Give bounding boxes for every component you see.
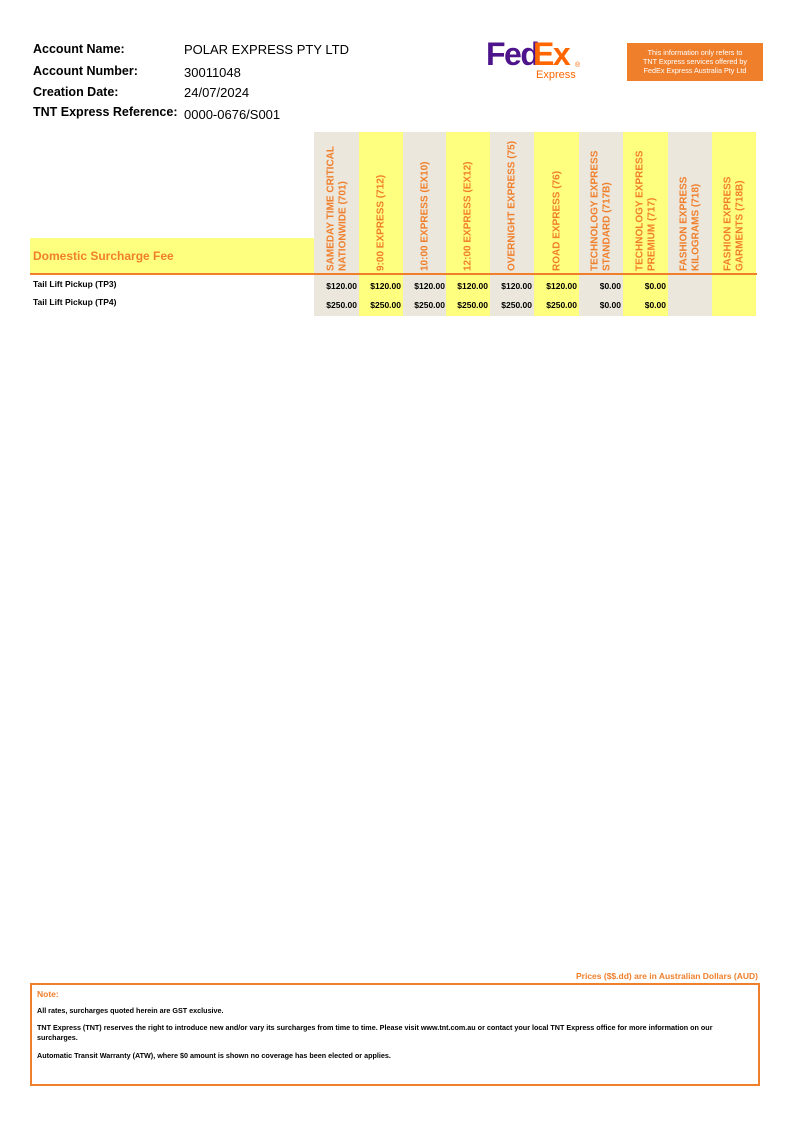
logo-ex-text: Ex	[533, 36, 570, 72]
column-header-ex10	[403, 132, 446, 273]
column-header-label: FASHION EXPRESS KILOGRAMS (718)	[678, 176, 701, 271]
currency-note: Prices ($$.dd) are in Australian Dollars (AUD)	[575, 971, 758, 981]
info-line-3: FedEx Express Australia Pty Ltd	[643, 66, 747, 75]
row-label-tp4: Tail Lift Pickup (TP4)	[33, 297, 117, 307]
logo-fed-text: Fed	[486, 36, 539, 72]
tnt-reference-label: TNT Express Reference:	[33, 105, 178, 119]
column-header-label: 12:00 EXPRESS (EX12)	[462, 161, 474, 271]
column-header-label: SAMEDAY TIME CRITICAL NATIONWIDE (701)	[325, 145, 348, 271]
cell-tp3-75: $120.00	[501, 281, 532, 291]
column-header-712	[359, 132, 403, 273]
column-header-701	[314, 132, 359, 273]
column-body-718	[668, 273, 712, 316]
cell-tp4-ex10: $250.00	[414, 300, 445, 310]
cell-tp4-717: $0.00	[644, 300, 666, 310]
tnt-reference-value: 0000-0676/S001	[184, 107, 281, 122]
cell-tp4-701: $250.00	[326, 300, 357, 310]
column-header-ex12	[446, 132, 490, 273]
column-header-label: FASHION EXPRESS GARMENTS (718B)	[722, 176, 745, 271]
info-line-1: This information only refers to	[647, 48, 743, 57]
note-surcharge-changes: TNT Express (TNT) reserves the right to introduce new and/or vary its surcharges from time to time. Please visit www.tnt.com.au or contact your local TNT Express office for more information on our surcharges.	[37, 1023, 713, 1042]
cell-tp4-ex12: $250.00	[457, 300, 488, 310]
creation-date-value: 24/07/2024	[184, 85, 250, 100]
fedex-express-logo	[486, 36, 586, 86]
cell-tp3-701: $120.00	[326, 281, 357, 291]
cell-tp3-712: $120.00	[370, 281, 401, 291]
column-header-717b	[579, 132, 623, 273]
cell-tp4-75: $250.00	[501, 300, 532, 310]
logo-express-subtext: Express	[536, 69, 576, 81]
column-header-717	[623, 132, 668, 273]
cell-tp4-717b: $0.00	[599, 300, 621, 310]
column-header-label: OVERNIGHT EXPRESS (75)	[506, 140, 518, 271]
column-header-76	[534, 132, 579, 273]
column-header-label: TECHNOLOGY EXPRESS STANDARD (717B)	[589, 150, 612, 271]
notes-box	[30, 983, 760, 1086]
account-number-value: 30011048	[184, 65, 241, 80]
column-header-75	[490, 132, 534, 273]
column-body-718b	[712, 273, 756, 316]
header-divider	[30, 273, 757, 275]
account-number-label: Account Number:	[33, 64, 138, 78]
cell-tp3-ex12: $120.00	[457, 281, 488, 291]
column-header-718b	[712, 132, 756, 273]
cell-tp3-ex10: $120.00	[414, 281, 445, 291]
info-notice-box	[627, 43, 763, 81]
info-line-2: TNT Express services offered by	[643, 57, 747, 66]
column-header-label: ROAD EXPRESS (76)	[550, 170, 562, 271]
cell-tp3-717b: $0.00	[599, 281, 621, 291]
cell-tp3-717: $0.00	[644, 281, 666, 291]
column-header-label: 9:00 EXPRESS (712)	[375, 174, 387, 271]
cell-tp4-76: $250.00	[546, 300, 577, 310]
note-gst: All rates, surcharges quoted herein are GST exclusive.	[37, 1006, 224, 1015]
row-label-tp3: Tail Lift Pickup (TP3)	[33, 279, 117, 289]
section-title: Domestic Surcharge Fee	[33, 249, 174, 263]
column-header-718	[668, 132, 712, 273]
column-header-label: TECHNOLOGY EXPRESS PREMIUM (717)	[634, 150, 657, 271]
column-header-label: 10:00 EXPRESS (EX10)	[418, 161, 430, 271]
note-atw: Automatic Transit Warranty (ATW), where $0 amount is shown no coverage has been elected or applies.	[37, 1051, 391, 1060]
account-name-label: Account Name:	[33, 42, 125, 56]
cell-tp4-712: $250.00	[370, 300, 401, 310]
creation-date-label: Creation Date:	[33, 85, 119, 99]
logo-registered-mark: ®	[575, 62, 581, 69]
cell-tp3-76: $120.00	[546, 281, 577, 291]
account-name-value: POLAR EXPRESS PTY LTD	[184, 42, 349, 57]
notes-title: Note:	[37, 989, 59, 999]
